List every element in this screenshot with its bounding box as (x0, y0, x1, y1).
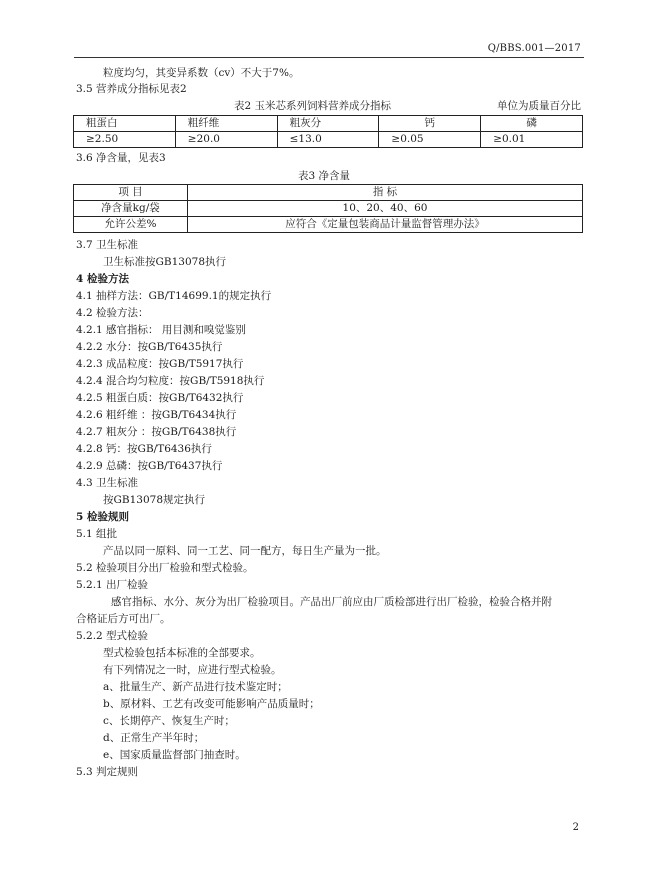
text-line: a、批量生产、新产品进行技术鉴定时； (103, 681, 288, 693)
text-line: 3.5 营养成分指标见表2 (76, 83, 187, 95)
page-number: 2 (572, 822, 579, 833)
table-cell: 允许公差% (74, 217, 188, 233)
text-line: 4.2 检验方法： (76, 307, 149, 319)
text-line: 4.2.2 水分：按GB/T6435执行 (76, 341, 223, 353)
text-line: 5.2.2 型式检验 (76, 630, 149, 642)
text-line: d、正常生产半年时； (103, 732, 205, 744)
section-heading: 4 检验方法 (76, 273, 129, 285)
text-line: e、国家质量监督部门抽查时。 (103, 749, 246, 761)
table-cell: ≥0.01 (481, 132, 583, 148)
table-row (74, 132, 583, 148)
section-heading: 5 检验规则 (76, 511, 129, 523)
table3-caption: 表3 净含量 (298, 170, 351, 182)
table-header-cell: 磷 (481, 116, 583, 132)
text-line: 4.3 卫生标准 (76, 477, 139, 489)
text-line: 4.2.5 粗蛋白质：按GB/T6432执行 (76, 392, 244, 404)
text-line: 3.6 净含量，见表3 (76, 152, 166, 164)
table-cell: ≥20.0 (175, 132, 277, 148)
table-header-cell: 粗灰分 (277, 116, 379, 132)
text-line: 卫生标准按GB13078执行 (103, 256, 227, 268)
text-line: 4.2.1 感官指标： 用目测和嗅觉鉴别 (76, 324, 246, 336)
table-cell: ≤13.0 (277, 132, 379, 148)
text-line: 4.2.4 混合均匀粒度：按GB/T5918执行 (76, 375, 265, 387)
table-header-cell: 指 标 (188, 185, 583, 201)
text-line: 5.1 组批 (76, 528, 118, 540)
text-line: 合格证后方可出厂。 (76, 613, 171, 625)
table-row (74, 201, 583, 217)
table-header-cell: 粗纤维 (175, 116, 277, 132)
table-cell: 10、20、40、60 (188, 201, 583, 217)
text-line: 5.2.1 出厂检验 (76, 579, 149, 591)
table-header-cell: 粗蛋白 (74, 116, 176, 132)
text-line: 4.2.7 粗灰分 ：按GB/T6438执行 (76, 426, 237, 438)
text-line: 4.2.8 钙：按GB/T6436执行 (76, 443, 212, 455)
header-rule (74, 57, 584, 58)
text-line: 产品以同一原料、同一工艺、同一配方，每日生产量为一批。 (103, 545, 387, 557)
table-cell: 净含量kg/袋 (74, 201, 188, 217)
table-row (74, 185, 583, 201)
text-line: 型式检验包括本标准的全部要求。 (103, 647, 261, 659)
text-line: 4.2.6 粗纤维 ：按GB/T6434执行 (76, 409, 237, 421)
table-header-cell: 项 目 (74, 185, 188, 201)
net-content-table (73, 184, 583, 233)
text-line: 5.2 检验项目分出厂检验和型式检验。 (76, 562, 254, 574)
text-line: c、长期停产、恢复生产时； (103, 715, 235, 727)
text-line: 粒度均匀，其变异系数（cv）不大于7%。 (103, 67, 300, 79)
text-line: 按GB13078规定执行 (103, 494, 206, 506)
table2-unit: 单位为质量百分比 (497, 100, 581, 112)
table2-caption: 表2 玉米芯系列饲料营养成分指标 (234, 100, 392, 112)
table-row (74, 116, 583, 132)
text-line: 4.2.9 总磷：按GB/T6437执行 (76, 460, 223, 472)
table-cell: ≥2.50 (74, 132, 176, 148)
text-line: 3.7 卫生标准 (76, 239, 139, 251)
table-row (74, 217, 583, 233)
text-line: 感官指标、水分、灰分为出厂检验项目。产品出厂前应由厂质检部进行出厂检验，检验合格并附 (111, 596, 552, 608)
table-header-cell: 钙 (379, 116, 481, 132)
nutrition-table (73, 115, 583, 148)
text-line: 有下列情况之一时，应进行型式检验。 (103, 664, 282, 676)
text-line: 4.2.3 成品粒度：按GB/T5917执行 (76, 358, 244, 370)
table-cell: 应符合《定量包装商品计量监督管理办法》 (188, 217, 583, 233)
text-line: 5.3 判定规则 (76, 766, 139, 778)
standard-code-header: Q/BBS.001—2017 (487, 43, 581, 54)
text-line: b、原材料、工艺有改变可能影响产品质量时； (103, 698, 320, 710)
text-line: 4.1 抽样方法：GB/T14699.1的规定执行 (76, 290, 272, 302)
table-cell: ≥0.05 (379, 132, 481, 148)
